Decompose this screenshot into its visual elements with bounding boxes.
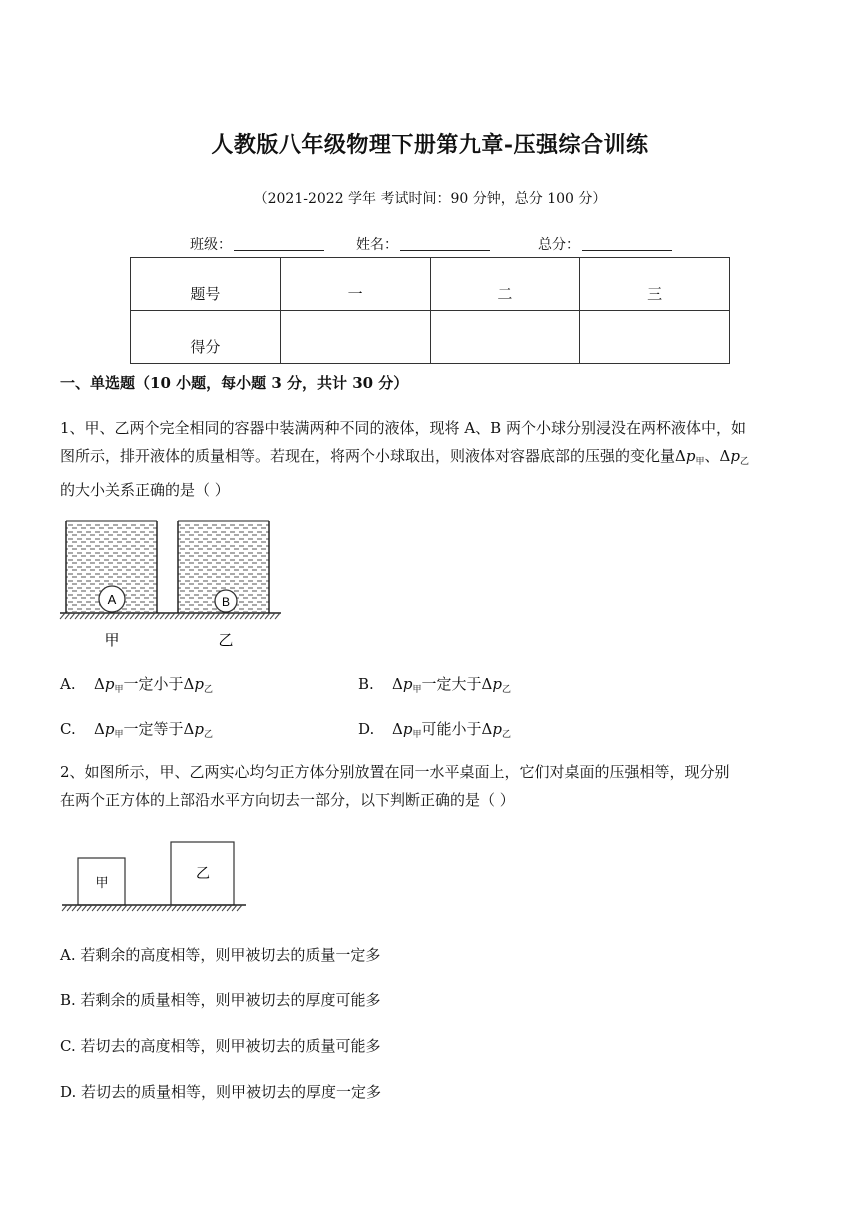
total-blank [582, 236, 672, 251]
score-row-label: 得分 [131, 311, 281, 364]
q2-option-c[interactable]: C. 若切去的高度相等，则甲被切去的质量可能多 [60, 1037, 381, 1055]
q1-option-d[interactable]: D. $\Delta p_甲$可能小于$\Delta p_乙$ [358, 720, 511, 740]
header-cell-2: 二 [430, 258, 580, 311]
label-yi: 乙 [218, 631, 234, 649]
total-label: 总分： [538, 237, 580, 253]
score-table-header-row [131, 258, 730, 311]
label-jia: 甲 [104, 631, 120, 649]
container-yi [178, 521, 269, 613]
name-blank [400, 236, 490, 251]
class-label: 班级： [190, 237, 232, 253]
q2-option-a[interactable]: A. 若剩余的高度相等，则甲被切去的质量一定多 [60, 946, 381, 964]
header-cell-question: 题号 [131, 258, 281, 311]
q1-containers-figure [58, 515, 283, 650]
header-cell-3: 三 [580, 258, 730, 311]
section-heading-single-choice: 一、单选题（10 小题，每小题 3 分，共计 30 分） [60, 374, 409, 392]
question-1-text [60, 414, 800, 504]
total-field [538, 234, 672, 254]
class-field [190, 234, 324, 254]
container-jia [66, 521, 157, 613]
ground-hatch [60, 613, 280, 619]
q1-option-c[interactable]: C. $\Delta p_甲$一定等于$\Delta p_乙$ [60, 720, 213, 740]
score-cell-3[interactable] [580, 311, 730, 364]
cube-yi-label: 乙 [196, 866, 210, 882]
table-hatch [62, 905, 242, 911]
header-cell-1: 一 [280, 258, 430, 311]
q2-option-b[interactable]: B. 若剩余的质量相等，则甲被切去的厚度可能多 [60, 991, 381, 1009]
q1-option-a[interactable]: A. $\Delta p_甲$一定小于$\Delta p_乙$ [60, 675, 213, 695]
name-field [356, 234, 490, 254]
score-cell-1[interactable] [280, 311, 430, 364]
delta-p-jia: $\Delta p_甲$ [675, 447, 705, 467]
q1-line2: 图所示，排开液体的质量相等。若现在，将两个小球取出，则液体对容器底部的压强的变化量$\Delta p_甲$、$\Delta p_乙$ [60, 447, 749, 467]
score-cell-2[interactable] [430, 311, 580, 364]
q2-option-d[interactable]: D. 若切去的质量相等，则甲被切去的厚度一定多 [60, 1083, 382, 1101]
q1-line1: 1、甲、乙两个完全相同的容器中装满两种不同的液体，现将 A、B 两个小球分别浸没在两杯液体中，如 [60, 419, 746, 437]
ball-b-label: B [221, 595, 231, 609]
document-title: 人教版八年级物理下册第九章-压强综合训练 [211, 132, 649, 158]
class-blank [234, 236, 324, 251]
delta-p-yi: $\Delta p_乙$ [719, 447, 749, 467]
q2-line1: 2、如图所示，甲、乙两实心均匀正方体分别放置在同一水平桌面上，它们对桌面的压强相等，现分别 [60, 763, 730, 781]
name-label: 姓名： [356, 237, 398, 253]
ball-a-label: A [107, 592, 117, 607]
q2-line2: 在两个正方体的上部沿水平方向切去一部分，以下判断正确的是（ ） [60, 791, 515, 809]
q1-option-b[interactable]: B. $\Delta p_甲$一定大于$\Delta p_乙$ [358, 675, 511, 695]
score-table-score-row [131, 311, 730, 364]
question-2-text [60, 758, 800, 814]
q1-line3: 的大小关系正确的是（ ） [60, 481, 230, 499]
cube-jia-label: 甲 [95, 876, 109, 891]
q2-cubes-figure [58, 838, 250, 920]
score-table [130, 257, 730, 364]
exam-subtitle: （2021-2022 学年 考试时间：90 分钟，总分 100 分） [253, 191, 607, 207]
